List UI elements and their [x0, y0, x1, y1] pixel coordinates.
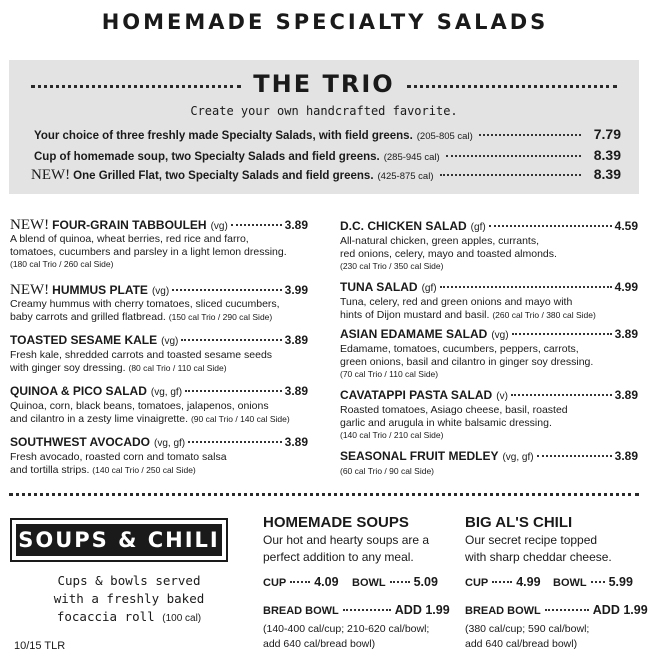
- chili-calories: (380 cal/cup; 590 cal/bowl; add 640 cal/bread bowl): [465, 623, 590, 650]
- footer-code: 10/15 TLR: [14, 640, 66, 652]
- chili-cup-price: CUP 4.99: [465, 575, 541, 589]
- dot-leader: [188, 441, 282, 443]
- item-diet: (v): [496, 391, 508, 402]
- trio-option-description: One Grilled Flat, two Specialty Salads and field greens.: [73, 170, 374, 182]
- dot-leader: [489, 225, 612, 227]
- menu-item: [10, 282, 308, 323]
- item-calories: (140 cal Trio / 210 cal Side): [340, 430, 444, 440]
- dot-leader: [446, 155, 581, 157]
- item-description: Fresh avocado, roasted corn and tomato salsa: [10, 451, 227, 463]
- item-description: garlic and arugula in white balsamic dressing.: [340, 416, 552, 429]
- item-diet: (vg, gf): [502, 452, 534, 463]
- menu-item: [340, 327, 638, 381]
- trio-option-price: 8.39: [593, 166, 621, 182]
- trio-option: [31, 126, 621, 144]
- chili-description: Our secret recipe topped with sharp cheddar cheese.: [465, 533, 612, 564]
- roll-calories: (100 cal): [162, 613, 202, 624]
- soups-chili-badge: [10, 518, 228, 562]
- menu-item: [10, 333, 308, 374]
- soup-bowl-price: BOWL 5.09: [352, 575, 438, 589]
- item-name: CAVATAPPI PASTA SALAD: [340, 388, 493, 402]
- item-description: green onions, basil and cilantro in ginger soy dressing.: [340, 355, 594, 368]
- item-price: 3.89: [614, 388, 638, 402]
- item-calories: (80 cal Trio / 110 cal Side): [128, 362, 227, 373]
- dot-leader: [172, 289, 281, 291]
- dot-leader: [185, 390, 282, 392]
- soups-chili-heading: SOUPS & CHILI: [18, 528, 220, 552]
- new-badge: NEW!: [31, 167, 71, 183]
- item-description: tomatoes, cucumbers and parsley in a light lemon dressing.: [10, 245, 287, 258]
- trio-option-description: Your choice of three freshly made Specialty Salads, with field greens.: [34, 130, 413, 142]
- item-diet: (vg, gf): [154, 438, 186, 449]
- item-description: red onions, celery, mayo and toasted almonds.: [340, 247, 557, 260]
- soup-bread-bowl-price: BREAD BOWL ADD 1.99: [263, 603, 450, 617]
- item-diet: (vg, gf): [150, 387, 183, 398]
- new-badge: NEW!: [10, 217, 50, 233]
- big-als-chili: [465, 514, 645, 566]
- menu-item: [10, 435, 308, 476]
- item-price: 3.89: [614, 449, 638, 463]
- chili-title: BIG AL'S CHILI: [465, 514, 573, 531]
- item-description: Creamy hummus with cherry tomatoes, sliced cucumbers,: [10, 298, 280, 310]
- item-calories: (260 cal Trio / 380 cal Side): [492, 309, 596, 320]
- item-calories: (230 cal Trio / 350 cal Side): [340, 261, 444, 271]
- dot-leader: [512, 333, 612, 335]
- homemade-soups: [263, 514, 453, 566]
- homemade-soups-description: Our hot and hearty soups are a perfect addition to any meal.: [263, 533, 430, 564]
- soup-cup-price: CUP 4.09: [263, 575, 339, 589]
- item-diet: (gf): [470, 222, 486, 233]
- menu-item: [340, 449, 638, 478]
- page-title: HOMEMADE SPECIALTY SALADS: [101, 10, 549, 34]
- item-name: TOASTED SESAME KALE: [10, 333, 158, 347]
- new-badge: NEW!: [10, 282, 50, 298]
- trio-option: [31, 166, 621, 184]
- dot-leader: [537, 455, 612, 457]
- item-description: Roasted tomatoes, Asiago cheese, basil, roasted: [340, 404, 568, 416]
- trio-section: [9, 60, 639, 194]
- item-diet: (vg): [210, 221, 228, 232]
- trio-option-price: 7.79: [593, 126, 621, 142]
- trio-option-calories: (425-875 cal): [377, 171, 434, 182]
- item-name: QUINOA & PICO SALAD: [10, 384, 147, 398]
- item-diet: (gf): [421, 283, 437, 294]
- menu-item: [10, 384, 308, 425]
- item-name: D.C. CHICKEN SALAD: [340, 219, 467, 233]
- item-calories: (140 cal Trio / 250 cal Side): [92, 464, 196, 475]
- item-description: Quinoa, corn, black beans, tomatoes, jalapenos, onions: [10, 400, 269, 412]
- item-calories: (60 cal Trio / 90 cal Side): [340, 466, 435, 476]
- item-name: TUNA SALAD: [340, 280, 418, 294]
- trio-dots-right: [407, 85, 617, 88]
- item-description: and tortilla strips. (140 cal Trio / 250 cal Side): [10, 463, 196, 476]
- chili-bread-bowl-price: BREAD BOWL ADD 1.99: [465, 603, 648, 617]
- soups-chili-subtitle: Cups & bowls served with a freshly baked focaccia roll (100 cal): [53, 573, 205, 624]
- item-description: hints of Dijon mustard and basil. (260 cal Trio / 380 cal Side): [340, 308, 596, 321]
- item-price: 3.89: [284, 435, 308, 449]
- item-description: and cilantro in a zesty lime vinaigrette. (90 cal Trio / 140 cal Side): [10, 412, 290, 425]
- item-calories: (90 cal Trio / 140 cal Side): [190, 413, 290, 424]
- item-description: with ginger soy dressing. (80 cal Trio / 110 cal Side): [10, 361, 227, 374]
- item-description: baby carrots and grilled flatbread. (150 cal Trio / 290 cal Side): [10, 310, 273, 323]
- dot-leader: [511, 394, 612, 396]
- dot-leader: [231, 224, 282, 226]
- item-name: FOUR-GRAIN TABBOULEH: [52, 218, 207, 232]
- soup-calories: (140-400 cal/cup; 210-620 cal/bowl; add 640 cal/bread bowl): [263, 623, 430, 650]
- item-name: SOUTHWEST AVOCADO: [10, 435, 150, 449]
- item-description: Edamame, tomatoes, cucumbers, peppers, carrots,: [340, 343, 579, 355]
- menu-item: [340, 280, 638, 321]
- item-price: 3.89: [614, 327, 638, 341]
- dot-leader: [440, 286, 612, 288]
- item-name: HUMMUS PLATE: [52, 283, 148, 297]
- menu-item: [340, 219, 638, 273]
- trio-option-calories: (285-945 cal): [383, 152, 440, 163]
- trio-title: THE TRIO: [253, 70, 395, 98]
- item-price: 3.89: [284, 333, 308, 347]
- item-price: 4.59: [614, 219, 638, 233]
- trio-option-price: 8.39: [593, 147, 621, 163]
- section-divider: [9, 493, 639, 496]
- item-diet: (vg): [151, 286, 170, 297]
- dot-leader: [479, 134, 581, 136]
- dot-leader: [181, 339, 281, 341]
- item-price: 3.89: [284, 384, 308, 398]
- trio-header: [31, 70, 617, 100]
- item-price: 3.99: [284, 283, 308, 297]
- trio-option-description: Cup of homemade soup, two Specialty Salads and field greens.: [34, 151, 380, 163]
- item-diet: (vg): [491, 330, 509, 341]
- item-description: Fresh kale, shredded carrots and toasted sesame seeds: [10, 349, 273, 361]
- trio-option-calories: (205-805 cal): [416, 131, 473, 142]
- item-name: ASIAN EDAMAME SALAD: [340, 327, 488, 341]
- dot-leader: [440, 174, 582, 176]
- item-description: Tuna, celery, red and green onions and mayo with: [340, 296, 573, 308]
- item-description: A blend of quinoa, wheat berries, red rice and farro,: [10, 233, 249, 245]
- item-calories: (180 cal Trio / 260 cal Side): [10, 259, 114, 269]
- item-diet: (vg): [161, 336, 179, 347]
- trio-option: [31, 147, 621, 165]
- item-price: 4.99: [614, 280, 638, 294]
- item-calories: (70 cal Trio / 110 cal Side): [340, 369, 439, 379]
- chili-bowl-price: BOWL 5.99: [553, 575, 633, 589]
- menu-item: [10, 217, 308, 271]
- item-calories: (150 cal Trio / 290 cal Side): [168, 311, 273, 322]
- menu-item: [340, 388, 638, 442]
- homemade-soups-title: HOMEMADE SOUPS: [263, 514, 409, 531]
- item-description: All-natural chicken, green apples, currants,: [340, 235, 540, 247]
- item-price: 3.89: [284, 218, 308, 232]
- item-name: SEASONAL FRUIT MEDLEY: [340, 449, 499, 463]
- trio-subtitle: Create your own handcrafted favorite.: [190, 104, 458, 118]
